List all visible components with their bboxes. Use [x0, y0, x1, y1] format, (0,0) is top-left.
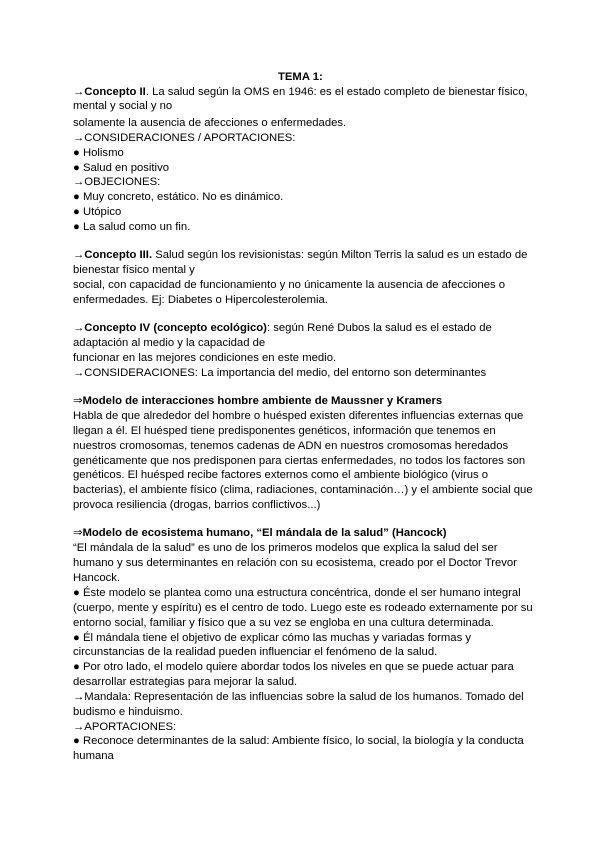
line-text: →CONSIDERACIONES / APORTACIONES:: [73, 132, 296, 144]
text-line: [73, 278, 505, 293]
text-line: [73, 336, 265, 351]
text-line: [73, 526, 447, 541]
line-text: humana: [73, 750, 114, 762]
arrow-glyph: →: [73, 249, 85, 261]
line-text: ● Él mándala tiene el objetivo de explicar cómo las muchas y variadas formas y: [73, 632, 472, 644]
line-text: →Mandala: Representación de las influencias sobre la salud de los humanos. Tomado del: [73, 691, 524, 703]
text-line: [73, 631, 471, 646]
text-line: [73, 571, 120, 586]
line-text: circunstancias de la realidad pueden influenciar el fenómeno de la salud.: [73, 646, 438, 658]
line-text: bienestar físico mental y: [73, 264, 195, 276]
line-text: desarrollar estrategias para mejorar la salud.: [73, 676, 298, 688]
arrow-glyph: ⇒: [73, 527, 83, 539]
text-line: [73, 645, 437, 660]
line-text: funcionar en las mejores condiciones en este medio.: [73, 352, 337, 364]
line-text: budismo e hinduismo.: [73, 706, 183, 718]
text-line: [73, 146, 124, 161]
text-line: [73, 468, 488, 483]
line-text: →OBJECIONES:: [73, 176, 161, 188]
text-line: [73, 454, 525, 469]
text-line: [73, 99, 172, 114]
text-line: [73, 705, 183, 720]
bold-heading: Concepto III.: [84, 249, 153, 261]
text-line: [73, 483, 533, 498]
line-text: ● La salud como un fin.: [73, 221, 191, 233]
line-text: social, con capacidad de funcionamiento y no únicamente la ausencia de afecciones o: [73, 279, 506, 291]
line-text: ● Reconoce determinantes de la salud: Ambiente físico, lo social, la biología y la conducta: [73, 735, 524, 747]
text-line: [73, 161, 169, 176]
text-line: [73, 439, 508, 454]
line-text: . La salud según la OMS en 1946: es el estado completo de bienestar físico,: [145, 86, 528, 98]
arrow-glyph: →: [73, 86, 85, 98]
text-line: [73, 205, 121, 220]
text-line: [73, 720, 176, 735]
line-text: “El mándala de la salud” es uno de los primeros modelos que explica la salud del ser: [73, 542, 498, 554]
line-text: llegan a él. El huésped tiene predisponentes genéticos, información que tenemos en: [73, 425, 496, 437]
line-text: enfermedades. Ej: Diabetes o Hipercolesterolemia.: [73, 294, 328, 306]
text-line: [73, 321, 492, 336]
line-text: bacterias), el ambiente físico (clima, radiaciones, contaminación…) y el ambiente social que: [73, 484, 533, 496]
text-line: [73, 616, 494, 631]
line-text: ● Por otro lado, el modelo quiere abordar todos los niveles en que se puede actuar para: [73, 661, 514, 673]
text-line: [73, 498, 320, 513]
line-text: ● Éste modelo se plantea como una estructura concéntrica, donde el ser humano integral: [73, 587, 521, 599]
text-line: [73, 131, 295, 146]
text-line: [73, 586, 521, 601]
text-line: [73, 424, 496, 439]
text-line: [73, 116, 346, 131]
line-text: entorno social, familiar y físico que a su vez se engloba en una cultura determinada.: [73, 617, 494, 629]
line-text: provoca resiliencia (drogas, barrios conflictivos...): [73, 499, 321, 511]
line-text: ● Salud en positivo: [73, 162, 170, 174]
arrow-glyph: →: [73, 322, 85, 334]
text-line: [73, 675, 297, 690]
line-text: Salud según los revisionistas: según Milton Terris la salud es un estado de: [152, 249, 528, 261]
text-line: [73, 175, 160, 190]
line-text: genéticamente que nos predisponen para ciertas enfermedades, no todos los factores son: [73, 455, 526, 467]
text-line: [73, 263, 195, 278]
text-line: [73, 690, 524, 705]
text-line: [73, 734, 524, 749]
text-line: [73, 85, 528, 100]
line-text: adaptación al medio y la capacidad de: [73, 337, 266, 349]
bold-heading: Concepto IV (concepto ecológico): [84, 322, 267, 334]
line-text: (cuerpo, mente y espíritu) es el centro de todo. Luego este es rodeado externamente por su: [73, 602, 533, 614]
bold-heading: Modelo de ecosistema humano, “El mándala de la salud” (Hancock): [82, 527, 447, 539]
arrow-glyph: ⇒: [73, 395, 83, 407]
bold-heading: Modelo de interacciones hombre ambiente de Maussner y Kramers: [82, 395, 443, 407]
line-text: genéticos. El huésped recibe factores externos como el ambiente biológico (virus o: [73, 469, 489, 481]
line-text: humano y sus determinantes en relación con su ecosistema, creado por el Doctor Trevor: [73, 557, 517, 569]
line-text: ● Utópico: [73, 206, 122, 218]
line-text: ● Holismo: [73, 147, 124, 159]
line-text: Hancock.: [73, 572, 121, 584]
bold-heading: Concepto II: [84, 86, 146, 98]
line-text: : según René Dubos la salud es el estado de: [266, 322, 492, 334]
text-line: [73, 366, 486, 381]
line-text: Habla de que alrededor del hombre o huésped existen diferentes influencias externas que: [73, 410, 524, 422]
line-text: →CONSIDERACIONES: La importancia del medio, del entorno son determinantes: [73, 367, 487, 379]
line-text: ● Muy concreto, estático. No es dinámico.: [73, 191, 284, 203]
text-line: [73, 660, 514, 675]
text-line: [73, 394, 442, 409]
line-text: mental y social y no: [73, 100, 173, 112]
text-line: [73, 556, 517, 571]
text-line: [73, 190, 283, 205]
text-line: [73, 541, 498, 556]
text-line: [73, 409, 523, 424]
text-line: [73, 220, 190, 235]
line-text: →APORTACIONES:: [73, 721, 177, 733]
line-text: solamente la ausencia de afecciones o enfermedades.: [73, 117, 347, 129]
text-line: [73, 351, 336, 366]
text-line: [73, 601, 533, 616]
text-line: [73, 293, 328, 308]
text-line: [73, 248, 527, 263]
line-text: nuestros cromosomas, tenemos cadenas de ADN en nuestros cromosomas heredados: [73, 440, 509, 452]
page-title: TEMA 1:: [278, 71, 323, 83]
text-line: [73, 749, 114, 764]
